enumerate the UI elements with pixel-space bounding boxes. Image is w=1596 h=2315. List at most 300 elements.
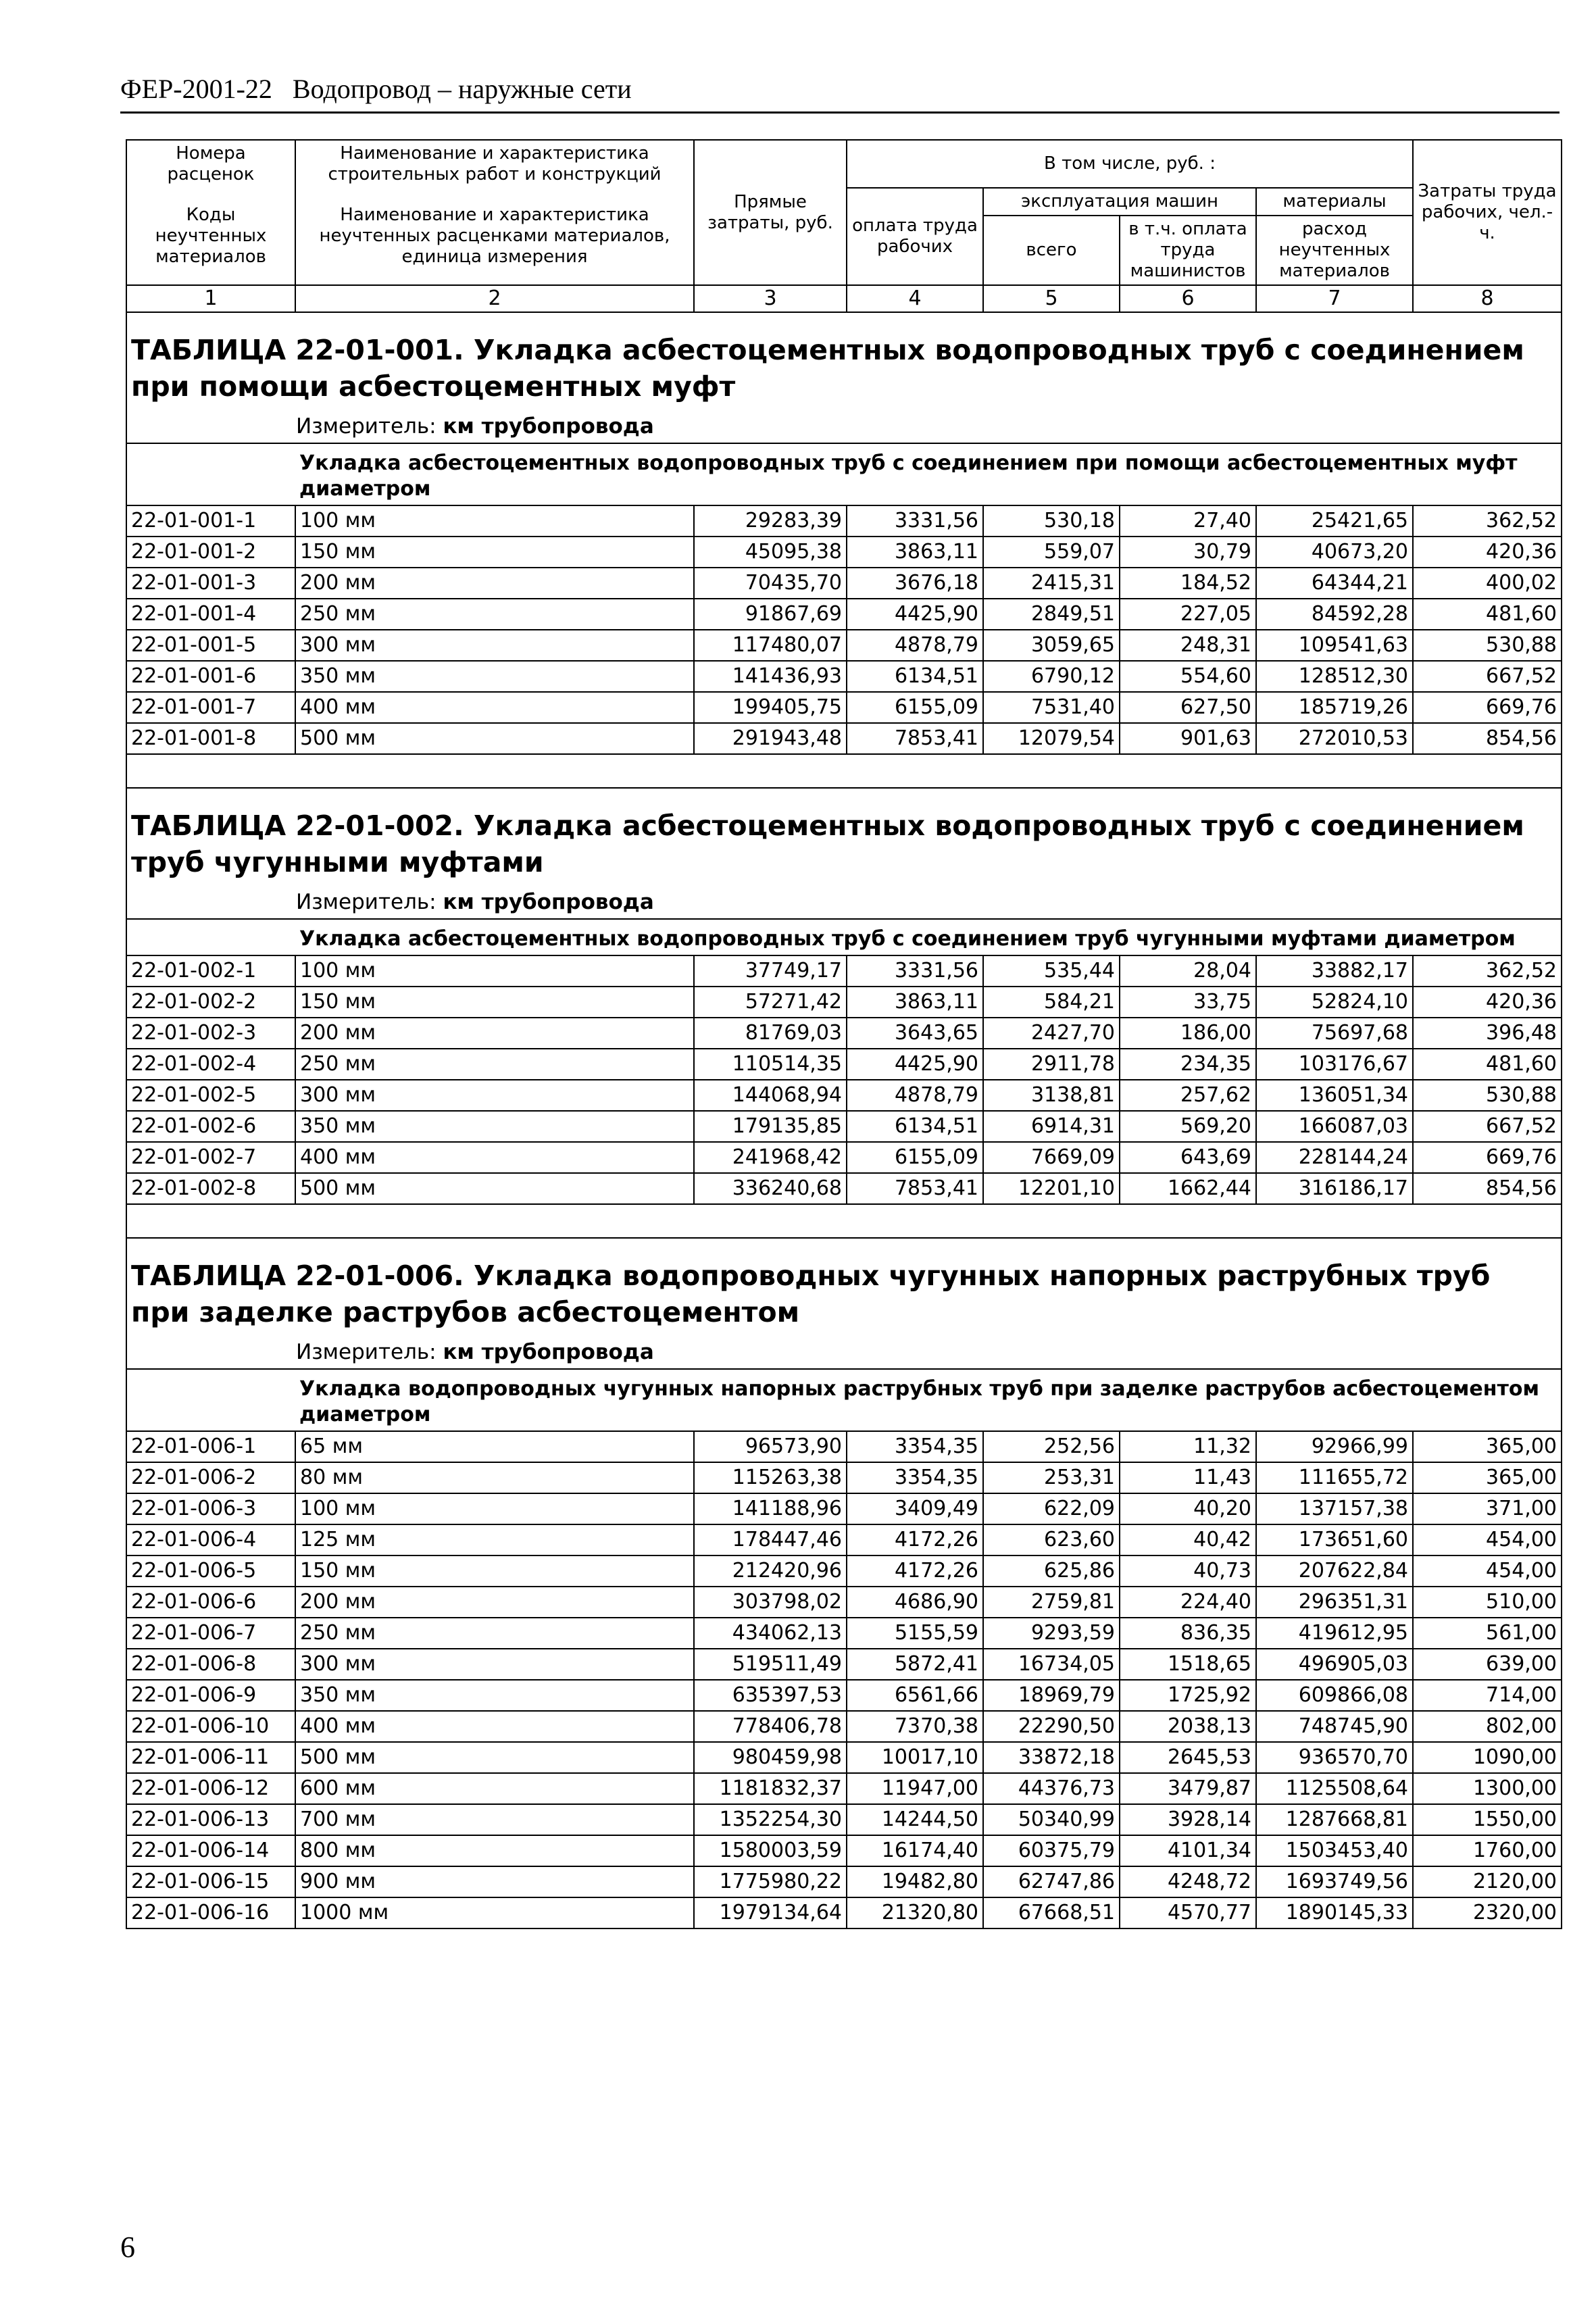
machines-header: эксплуатация машин <box>983 188 1256 216</box>
labor-pay: 7853,41 <box>847 723 983 754</box>
machinists-pay: 1725,92 <box>1120 1680 1256 1711</box>
direct-cost: 141436,93 <box>694 661 847 692</box>
machines-total: 50340,99 <box>983 1804 1120 1835</box>
machinists-pay: 224,40 <box>1120 1587 1256 1618</box>
work-name: 200 мм <box>295 1587 694 1618</box>
work-name: 800 мм <box>295 1835 694 1866</box>
meter-label: Измеритель: <box>296 414 437 439</box>
labor-pay: 4878,79 <box>847 1080 983 1111</box>
labor-hours: 362,52 <box>1413 505 1562 537</box>
labor-pay: 5872,41 <box>847 1649 983 1680</box>
group-title: Укладка водопроводных чугунных напорных раструбных труб при заделке раструбов асбестоцементом диаметром <box>126 1369 1562 1431</box>
table-row <box>126 723 1562 754</box>
work-name: 150 мм <box>295 1555 694 1587</box>
materials-cost: 1890145,33 <box>1256 1897 1413 1928</box>
group-title-row <box>126 443 1562 505</box>
table-title-row <box>126 312 1562 410</box>
materials-cost: 25421,65 <box>1256 505 1413 537</box>
machines-total: 2911,78 <box>983 1049 1120 1080</box>
rate-code: 22-01-006-1 <box>126 1431 295 1462</box>
table-row <box>126 1462 1562 1493</box>
labor-pay: 4686,90 <box>847 1587 983 1618</box>
page-header <box>120 73 1560 114</box>
work-name: 1000 мм <box>295 1897 694 1928</box>
direct-cost: 1775980,22 <box>694 1866 847 1897</box>
rate-code: 22-01-002-3 <box>126 1018 295 1049</box>
direct-cost: 117480,07 <box>694 630 847 661</box>
direct-cost: 70435,70 <box>694 568 847 599</box>
meter-cell <box>126 886 1562 919</box>
meter-row <box>126 886 1562 919</box>
group-title: Укладка асбестоцементных водопроводных труб с соединением при помощи асбестоцементных муфт диаметром <box>126 443 1562 505</box>
meter-cell <box>126 1336 1562 1369</box>
labor-hours: 454,00 <box>1413 1524 1562 1555</box>
table-title: ТАБЛИЦА 22-01-002. Укладка асбестоцементных водопроводных труб с соединением труб чугунными муфтами <box>126 788 1562 886</box>
table-row <box>126 1111 1562 1142</box>
machinists-pay: 30,79 <box>1120 537 1256 568</box>
machinists-pay: 27,40 <box>1120 505 1256 537</box>
labor-hours: 1550,00 <box>1413 1804 1562 1835</box>
direct-cost: 110514,35 <box>694 1049 847 1080</box>
rate-code: 22-01-002-7 <box>126 1142 295 1173</box>
machines-total: 535,44 <box>983 955 1120 987</box>
direct-cost: 37749,17 <box>694 955 847 987</box>
work-name: 250 мм <box>295 599 694 630</box>
direct-cost: 519511,49 <box>694 1649 847 1680</box>
work-name: 500 мм <box>295 1173 694 1204</box>
materials-cost: 75697,68 <box>1256 1018 1413 1049</box>
labor-pay: 3676,18 <box>847 568 983 599</box>
rate-code: 22-01-006-6 <box>126 1587 295 1618</box>
direct-cost: 980459,98 <box>694 1742 847 1773</box>
meter-value: км трубопровода <box>443 414 654 439</box>
rate-code: 22-01-001-6 <box>126 661 295 692</box>
labor-hours: 420,36 <box>1413 537 1562 568</box>
work-name: 600 мм <box>295 1773 694 1804</box>
direct-cost: 57271,42 <box>694 987 847 1018</box>
labor-hours: 2320,00 <box>1413 1897 1562 1928</box>
work-name: 100 мм <box>295 505 694 537</box>
table-row <box>126 1080 1562 1111</box>
direct-cost: 144068,94 <box>694 1080 847 1111</box>
section-spacer <box>126 1204 1562 1238</box>
labor-pay: 6155,09 <box>847 692 983 723</box>
table-title: ТАБЛИЦА 22-01-006. Укладка водопроводных чугунных напорных раструбных труб при заделке раструбов асбестоцементом <box>126 1238 1562 1336</box>
labor-pay: 4172,26 <box>847 1524 983 1555</box>
work-name: 400 мм <box>295 1142 694 1173</box>
work-name: 400 мм <box>295 1711 694 1742</box>
work-name: 400 мм <box>295 692 694 723</box>
labor-hours: 854,56 <box>1413 1173 1562 1204</box>
column-number: 6 <box>1120 285 1256 312</box>
rate-code: 22-01-006-13 <box>126 1804 295 1835</box>
machinists-pay: 40,42 <box>1120 1524 1256 1555</box>
materials-cost: 33882,17 <box>1256 955 1413 987</box>
direct-cost: 1979134,64 <box>694 1897 847 1928</box>
work-name: 200 мм <box>295 1018 694 1049</box>
machines-total: 3138,81 <box>983 1080 1120 1111</box>
table-row <box>126 987 1562 1018</box>
machines-total: 2759,81 <box>983 1587 1120 1618</box>
table-title-row <box>126 788 1562 886</box>
table-row <box>126 1711 1562 1742</box>
rates-table <box>126 139 1562 1929</box>
labor-pay: 6561,66 <box>847 1680 983 1711</box>
machinists-pay: 28,04 <box>1120 955 1256 987</box>
machines-total: 3059,65 <box>983 630 1120 661</box>
machines-total: 2415,31 <box>983 568 1120 599</box>
work-name: 500 мм <box>295 1742 694 1773</box>
machinists-pay: 3479,87 <box>1120 1773 1256 1804</box>
machinists-pay: 3928,14 <box>1120 1804 1256 1835</box>
meter-label: Измеритель: <box>296 890 437 914</box>
machinists-pay: 1518,65 <box>1120 1649 1256 1680</box>
materials-cost: 936570,70 <box>1256 1742 1413 1773</box>
materials-cost: 1693749,56 <box>1256 1866 1413 1897</box>
col4-header: оплата труда рабочих <box>847 188 983 285</box>
materials-cost: 92966,99 <box>1256 1431 1413 1462</box>
table-row <box>126 1018 1562 1049</box>
doc-code: ФЕР-2001-22 <box>120 74 272 104</box>
direct-cost: 115263,38 <box>694 1462 847 1493</box>
table-row <box>126 505 1562 537</box>
direct-cost: 199405,75 <box>694 692 847 723</box>
column-numbers-row <box>126 285 1562 312</box>
rate-code: 22-01-006-15 <box>126 1866 295 1897</box>
rate-code: 22-01-002-4 <box>126 1049 295 1080</box>
rate-code: 22-01-006-3 <box>126 1493 295 1524</box>
machines-total: 530,18 <box>983 505 1120 537</box>
labor-pay: 3354,35 <box>847 1431 983 1462</box>
labor-hours: 420,36 <box>1413 987 1562 1018</box>
materials-cost: 40673,20 <box>1256 537 1413 568</box>
materials-cost: 136051,34 <box>1256 1080 1413 1111</box>
rate-code: 22-01-006-14 <box>126 1835 295 1866</box>
column-number: 8 <box>1413 285 1562 312</box>
page-number: 6 <box>120 2231 135 2264</box>
labor-hours: 1090,00 <box>1413 1742 1562 1773</box>
machinists-pay: 901,63 <box>1120 723 1256 754</box>
labor-hours: 396,48 <box>1413 1018 1562 1049</box>
machinists-pay: 836,35 <box>1120 1618 1256 1649</box>
group-title-row <box>126 919 1562 955</box>
machinists-pay: 643,69 <box>1120 1142 1256 1173</box>
materials-cost: 185719,26 <box>1256 692 1413 723</box>
table-row <box>126 1804 1562 1835</box>
col5-header: всего <box>983 216 1120 285</box>
materials-cost: 316186,17 <box>1256 1173 1413 1204</box>
machines-total: 623,60 <box>983 1524 1120 1555</box>
spacer-cell <box>126 1204 1562 1238</box>
rate-code: 22-01-001-7 <box>126 692 295 723</box>
labor-pay: 10017,10 <box>847 1742 983 1773</box>
machinists-pay: 4101,34 <box>1120 1835 1256 1866</box>
col6-header: в т.ч. оплата труда машинистов <box>1120 216 1256 285</box>
labor-pay: 3354,35 <box>847 1462 983 1493</box>
labor-pay: 7370,38 <box>847 1711 983 1742</box>
materials-cost: 84592,28 <box>1256 599 1413 630</box>
labor-pay: 5155,59 <box>847 1618 983 1649</box>
materials-cost: 1125508,64 <box>1256 1773 1413 1804</box>
meter-label: Измеритель: <box>296 1340 437 1364</box>
materials-cost: 207622,84 <box>1256 1555 1413 1587</box>
materials-cost: 137157,38 <box>1256 1493 1413 1524</box>
rate-code: 22-01-006-7 <box>126 1618 295 1649</box>
rate-code: 22-01-006-12 <box>126 1773 295 1804</box>
machines-total: 584,21 <box>983 987 1120 1018</box>
rate-code: 22-01-001-5 <box>126 630 295 661</box>
labor-pay: 4878,79 <box>847 630 983 661</box>
machinists-pay: 248,31 <box>1120 630 1256 661</box>
col8-header: Затраты труда рабочих, чел.-ч. <box>1413 140 1562 285</box>
machinists-pay: 11,43 <box>1120 1462 1256 1493</box>
work-name: 350 мм <box>295 661 694 692</box>
meter-row <box>126 410 1562 443</box>
table-row <box>126 1142 1562 1173</box>
materials-cost: 128512,30 <box>1256 661 1413 692</box>
materials-header: материалы <box>1256 188 1413 216</box>
meter-row <box>126 1336 1562 1369</box>
machines-total: 7669,09 <box>983 1142 1120 1173</box>
labor-hours: 714,00 <box>1413 1680 1562 1711</box>
rate-code: 22-01-006-4 <box>126 1524 295 1555</box>
rate-code: 22-01-001-1 <box>126 505 295 537</box>
header-row-1 <box>126 140 1562 188</box>
direct-cost: 241968,42 <box>694 1142 847 1173</box>
labor-pay: 3331,56 <box>847 955 983 987</box>
machines-total: 60375,79 <box>983 1835 1120 1866</box>
machines-total: 7531,40 <box>983 692 1120 723</box>
work-name: 250 мм <box>295 1049 694 1080</box>
column-number: 2 <box>295 285 694 312</box>
labor-hours: 454,00 <box>1413 1555 1562 1587</box>
table-row <box>126 1866 1562 1897</box>
table-row <box>126 1897 1562 1928</box>
machinists-pay: 186,00 <box>1120 1018 1256 1049</box>
machines-total: 559,07 <box>983 537 1120 568</box>
machines-total: 62747,86 <box>983 1866 1120 1897</box>
materials-cost: 748745,90 <box>1256 1711 1413 1742</box>
labor-hours: 530,88 <box>1413 630 1562 661</box>
machinists-pay: 40,73 <box>1120 1555 1256 1587</box>
direct-cost: 81769,03 <box>694 1018 847 1049</box>
machines-total: 2849,51 <box>983 599 1120 630</box>
rate-code: 22-01-006-11 <box>126 1742 295 1773</box>
machines-total: 625,86 <box>983 1555 1120 1587</box>
work-name: 125 мм <box>295 1524 694 1555</box>
column-number: 4 <box>847 285 983 312</box>
rate-code: 22-01-001-4 <box>126 599 295 630</box>
materials-cost: 228144,24 <box>1256 1142 1413 1173</box>
materials-cost: 166087,03 <box>1256 1111 1413 1142</box>
col1-top-header: Номера расценок <box>126 140 295 188</box>
table-title: ТАБЛИЦА 22-01-001. Укладка асбестоцементных водопроводных труб с соединением при помощи асбестоцементных муфт <box>126 312 1562 410</box>
table-row <box>126 1555 1562 1587</box>
labor-pay: 3643,65 <box>847 1018 983 1049</box>
work-name: 80 мм <box>295 1462 694 1493</box>
labor-hours: 561,00 <box>1413 1618 1562 1649</box>
rate-code: 22-01-001-2 <box>126 537 295 568</box>
machines-total: 6790,12 <box>983 661 1120 692</box>
work-name: 350 мм <box>295 1680 694 1711</box>
work-name: 150 мм <box>295 537 694 568</box>
machinists-pay: 1662,44 <box>1120 1173 1256 1204</box>
labor-hours: 365,00 <box>1413 1462 1562 1493</box>
labor-hours: 1760,00 <box>1413 1835 1562 1866</box>
labor-hours: 2120,00 <box>1413 1866 1562 1897</box>
machines-total: 33872,18 <box>983 1742 1120 1773</box>
rate-code: 22-01-001-8 <box>126 723 295 754</box>
materials-cost: 52824,10 <box>1256 987 1413 1018</box>
labor-hours: 667,52 <box>1413 1111 1562 1142</box>
table-row <box>126 1587 1562 1618</box>
machines-total: 12201,10 <box>983 1173 1120 1204</box>
materials-cost: 496905,03 <box>1256 1649 1413 1680</box>
direct-cost: 96573,90 <box>694 1431 847 1462</box>
section-spacer <box>126 754 1562 788</box>
labor-pay: 3331,56 <box>847 505 983 537</box>
machinists-pay: 554,60 <box>1120 661 1256 692</box>
direct-cost: 91867,69 <box>694 599 847 630</box>
column-number: 3 <box>694 285 847 312</box>
machines-total: 2427,70 <box>983 1018 1120 1049</box>
direct-cost: 141188,96 <box>694 1493 847 1524</box>
table-row <box>126 1835 1562 1866</box>
table-row <box>126 630 1562 661</box>
direct-cost: 635397,53 <box>694 1680 847 1711</box>
table-row <box>126 599 1562 630</box>
column-number: 1 <box>126 285 295 312</box>
work-name: 350 мм <box>295 1111 694 1142</box>
rate-code: 22-01-006-8 <box>126 1649 295 1680</box>
materials-cost: 1503453,40 <box>1256 1835 1413 1866</box>
machinists-pay: 40,20 <box>1120 1493 1256 1524</box>
rate-code: 22-01-006-16 <box>126 1897 295 1928</box>
machines-total: 9293,59 <box>983 1618 1120 1649</box>
table-row <box>126 1742 1562 1773</box>
materials-cost: 1287668,81 <box>1256 1804 1413 1835</box>
col2-bottom-header: Наименование и характеристика неучтенных расценками материалов, единица измерения <box>295 188 694 285</box>
rate-code: 22-01-006-5 <box>126 1555 295 1587</box>
rate-code: 22-01-002-5 <box>126 1080 295 1111</box>
labor-pay: 3863,11 <box>847 987 983 1018</box>
col1-bottom-header: Коды неучтенных материалов <box>126 188 295 285</box>
labor-hours: 639,00 <box>1413 1649 1562 1680</box>
spacer-cell <box>126 754 1562 788</box>
work-name: 150 мм <box>295 987 694 1018</box>
direct-cost: 1181832,37 <box>694 1773 847 1804</box>
table-row <box>126 955 1562 987</box>
labor-pay: 4425,90 <box>847 1049 983 1080</box>
meter-cell <box>126 410 1562 443</box>
machines-total: 253,31 <box>983 1462 1120 1493</box>
labor-hours: 802,00 <box>1413 1711 1562 1742</box>
materials-cost: 419612,95 <box>1256 1618 1413 1649</box>
including-header: В том числе, руб. : <box>847 140 1413 188</box>
rate-code: 22-01-002-8 <box>126 1173 295 1204</box>
direct-cost: 1580003,59 <box>694 1835 847 1866</box>
machines-total: 12079,54 <box>983 723 1120 754</box>
materials-cost: 173651,60 <box>1256 1524 1413 1555</box>
rate-code: 22-01-001-3 <box>126 568 295 599</box>
machinists-pay: 184,52 <box>1120 568 1256 599</box>
materials-cost: 296351,31 <box>1256 1587 1413 1618</box>
work-name: 100 мм <box>295 1493 694 1524</box>
col7-header: расход неучтенных материалов <box>1256 216 1413 285</box>
rate-code: 22-01-006-10 <box>126 1711 295 1742</box>
rate-code: 22-01-002-6 <box>126 1111 295 1142</box>
table-row <box>126 1649 1562 1680</box>
machinists-pay: 33,75 <box>1120 987 1256 1018</box>
labor-pay: 19482,80 <box>847 1866 983 1897</box>
labor-pay: 3409,49 <box>847 1493 983 1524</box>
direct-cost: 434062,13 <box>694 1618 847 1649</box>
labor-pay: 6134,51 <box>847 661 983 692</box>
materials-cost: 64344,21 <box>1256 568 1413 599</box>
table-row <box>126 537 1562 568</box>
table-row <box>126 692 1562 723</box>
machines-total: 16734,05 <box>983 1649 1120 1680</box>
direct-cost: 45095,38 <box>694 537 847 568</box>
rate-code: 22-01-006-2 <box>126 1462 295 1493</box>
direct-cost: 778406,78 <box>694 1711 847 1742</box>
labor-pay: 7853,41 <box>847 1173 983 1204</box>
machines-total: 67668,51 <box>983 1897 1120 1928</box>
col3-header: Прямые затраты, руб. <box>694 140 847 285</box>
column-number: 5 <box>983 285 1120 312</box>
machinists-pay: 4570,77 <box>1120 1897 1256 1928</box>
rate-code: 22-01-002-2 <box>126 987 295 1018</box>
col2-top-header: Наименование и характеристика строительных работ и конструкций <box>295 140 694 188</box>
machines-total: 622,09 <box>983 1493 1120 1524</box>
work-name: 100 мм <box>295 955 694 987</box>
labor-pay: 3863,11 <box>847 537 983 568</box>
direct-cost: 178447,46 <box>694 1524 847 1555</box>
labor-hours: 669,76 <box>1413 1142 1562 1173</box>
materials-cost: 109541,63 <box>1256 630 1413 661</box>
meter-value: км трубопровода <box>443 890 654 914</box>
machinists-pay: 2038,13 <box>1120 1711 1256 1742</box>
group-title-row <box>126 1369 1562 1431</box>
work-name: 250 мм <box>295 1618 694 1649</box>
labor-hours: 365,00 <box>1413 1431 1562 1462</box>
labor-pay: 14244,50 <box>847 1804 983 1835</box>
table-row <box>126 1173 1562 1204</box>
materials-cost: 272010,53 <box>1256 723 1413 754</box>
work-name: 300 мм <box>295 1080 694 1111</box>
group-title: Укладка асбестоцементных водопроводных труб с соединением труб чугунными муфтами диаметром <box>126 919 1562 955</box>
meter-value: км трубопровода <box>443 1340 654 1364</box>
labor-hours: 400,02 <box>1413 568 1562 599</box>
machines-total: 252,56 <box>983 1431 1120 1462</box>
table-row <box>126 1493 1562 1524</box>
machinists-pay: 11,32 <box>1120 1431 1256 1462</box>
table-row <box>126 568 1562 599</box>
rate-code: 22-01-006-9 <box>126 1680 295 1711</box>
table-row <box>126 661 1562 692</box>
labor-hours: 1300,00 <box>1413 1773 1562 1804</box>
labor-hours: 371,00 <box>1413 1493 1562 1524</box>
rate-code: 22-01-002-1 <box>126 955 295 987</box>
direct-cost: 1352254,30 <box>694 1804 847 1835</box>
labor-pay: 6155,09 <box>847 1142 983 1173</box>
machinists-pay: 227,05 <box>1120 599 1256 630</box>
table-row <box>126 1431 1562 1462</box>
materials-cost: 103176,67 <box>1256 1049 1413 1080</box>
doc-title: Водопровод – наружные сети <box>292 74 632 104</box>
labor-pay: 11947,00 <box>847 1773 983 1804</box>
machinists-pay: 4248,72 <box>1120 1866 1256 1897</box>
